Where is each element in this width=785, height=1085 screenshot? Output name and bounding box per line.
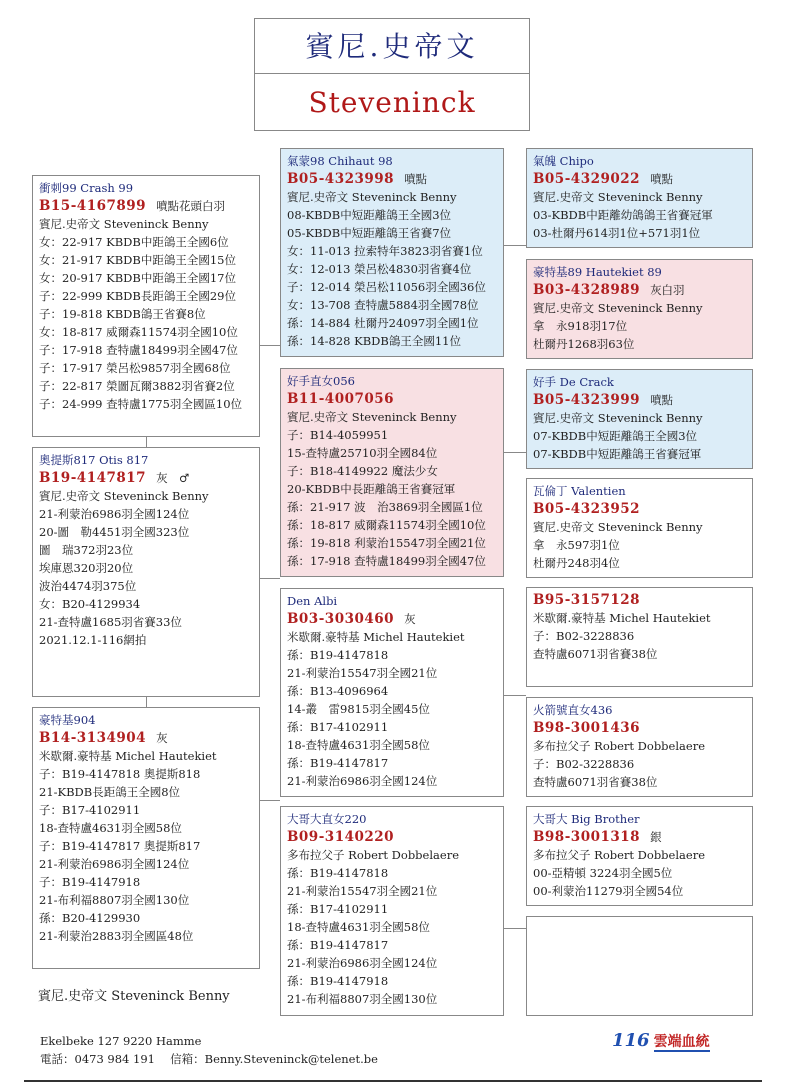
- connector: [146, 437, 147, 447]
- connector: [504, 245, 526, 246]
- pedigree-line: 多布拉父子 Robert Dobbelaere: [533, 848, 705, 862]
- pigeon-name: 豪特基89 Hautekiet 89: [533, 265, 662, 279]
- pedigree-line: 米歇爾.豪特基 Michel Hautekiet: [39, 749, 217, 763]
- title-chinese: 賓尼.史帝文: [254, 18, 530, 74]
- pedigree-line: 女：21-917 KBDB中距鴿王全國15位: [39, 253, 236, 267]
- pedigree-line: 20-圖 勒4451羽全國323位: [39, 525, 190, 539]
- contact-block: [40, 1032, 378, 1068]
- ring-number-row: [287, 170, 497, 188]
- pedigree-line: 子：17-918 查特盧18499羽全國47位: [39, 343, 238, 357]
- pedigree-line: 20-KBDB中長距離鴿王省賽冠軍: [287, 482, 456, 496]
- pedigree-line: 21-利蒙治6986羽全國124位: [287, 956, 438, 970]
- contact-info: 電話：0473 984 191 信箱：Benny.Steveninck@telenet.be: [40, 1052, 378, 1066]
- pedigree-line: 子：B02-3228836: [533, 629, 635, 643]
- pigeon-name: Den Albi: [287, 594, 338, 608]
- pedigree-line: 多布拉父子 Robert Dobbelaere: [287, 848, 459, 862]
- pedigree-line: 孫：B19-4147918: [287, 974, 389, 988]
- pedigree-line: 賓尼.史帝文 Steveninck Benny: [287, 410, 457, 424]
- ring-number-row: [287, 828, 497, 846]
- ring-number-row: [533, 828, 746, 846]
- feather-color: 噴點: [650, 393, 674, 407]
- pedigree-line: 21-利蒙治2883羽全國區48位: [39, 929, 194, 943]
- pedigree-line: 子：22-999 KBDB長距鴿王全國29位: [39, 289, 236, 303]
- card-daughter056: [280, 368, 504, 577]
- feather-color: 噴點: [404, 172, 428, 186]
- pedigree-line: 21-布利福8807羽全國130位: [39, 893, 190, 907]
- ring-number-row: [533, 170, 746, 188]
- ring-number-row: [533, 500, 746, 518]
- ring-number-row: [39, 729, 253, 747]
- pedigree-line: 21-KBDB長距鴿王全國8位: [39, 785, 181, 799]
- pedigree-line: 00-利蒙治11279羽全國54位: [533, 884, 684, 898]
- connector: [260, 800, 280, 801]
- pedigree-line: 賓尼.史帝文 Steveninck Benny: [533, 190, 703, 204]
- pedigree-line: 女：20-917 KBDB中距鴿王全國17位: [39, 271, 236, 285]
- ring-number-row: [533, 591, 746, 609]
- feather-color: 灰: [404, 612, 416, 626]
- pedigree-line: 女：18-817 威爾森11574羽全國10位: [39, 325, 238, 339]
- card-arrow436: [526, 697, 753, 797]
- ring-number-row: [533, 281, 746, 299]
- ring-number-row: [39, 469, 253, 487]
- pedigree-line: 00-亞精頓 3224羽全國5位: [533, 866, 673, 880]
- pedigree-line: 女：B20-4129934: [39, 597, 141, 611]
- pedigree-line: 21-查特盧1685羽省賽33位: [39, 615, 182, 629]
- connector: [146, 697, 147, 707]
- logo-number: 116: [612, 1030, 650, 1051]
- pedigree-line: 08-KBDB中短距離鴿王全國3位: [287, 208, 452, 222]
- pedigree-line: 03-KBDB中距離幼鴿鴿王省賽冠軍: [533, 208, 713, 222]
- pedigree-line: 波治4474羽375位: [39, 579, 137, 593]
- pedigree-line: 孫：B19-4147818: [287, 866, 389, 880]
- pigeon-name: 氣蒙98 Chihaut 98: [287, 154, 393, 168]
- card-big-brother: [526, 806, 753, 906]
- pedigree-line: 女：12-013 榮呂松4830羽省賽4位: [287, 262, 472, 276]
- pigeon-name: 火箭號直女436: [533, 703, 613, 717]
- ring-number: B15-4167899: [39, 198, 147, 214]
- feather-color: 灰 ♂: [156, 471, 190, 485]
- connector: [504, 928, 526, 929]
- pedigree-line: 賓尼.史帝文 Steveninck Benny: [533, 411, 703, 425]
- pedigree-line: 14-叢 雷9815羽全國45位: [287, 702, 430, 716]
- connector: [504, 452, 526, 453]
- card-bigdaughter220: [280, 806, 504, 1016]
- pigeon-name: 奧提斯817 Otis 817: [39, 453, 149, 467]
- ring-number: B11-4007056: [287, 391, 395, 407]
- pedigree-line: 子：12-014 榮呂松11056羽全國36位: [287, 280, 486, 294]
- pedigree-line: 拿 永597羽1位: [533, 538, 620, 552]
- feather-color: 灰白羽: [650, 283, 685, 297]
- ring-number-row: [39, 197, 253, 215]
- pedigree-line: 查特盧6071羽省賽38位: [533, 775, 658, 789]
- pedigree-line: 孫：14-884 杜爾丹24097羽全國1位: [287, 316, 479, 330]
- pedigree-line: 賓尼.史帝文 Steveninck Benny: [533, 520, 703, 534]
- pedigree-line: 孫：17-918 查特盧18499羽全國47位: [287, 554, 486, 568]
- pedigree-line: 21-利蒙治15547羽全國21位: [287, 884, 438, 898]
- pigeon-name: 大哥大 Big Brother: [533, 812, 640, 826]
- pigeon-name: 好手 De Crack: [533, 375, 614, 389]
- connector: [260, 578, 280, 579]
- ring-number: B19-4147817: [39, 470, 147, 486]
- pedigree-line: 03-杜爾丹614羽1位+571羽1位: [533, 226, 701, 240]
- pedigree-line: 18-查特盧4631羽全國58位: [39, 821, 182, 835]
- pigeon-name: 豪特基904: [39, 713, 96, 727]
- pedigree-line: 女：22-917 KBDB中距鴿王全國6位: [39, 235, 229, 249]
- pedigree-line: 子：B19-4147818 奧提斯818: [39, 767, 201, 781]
- pedigree-line: 21-利蒙治6986羽全國124位: [39, 507, 190, 521]
- pedigree-line: 孫：19-818 利蒙治15547羽全國21位: [287, 536, 486, 550]
- card-hautekiet904: [32, 707, 260, 969]
- card-de-crack: [526, 369, 753, 469]
- connector: [504, 695, 526, 696]
- pedigree-line: 孫：21-917 波 治3869羽全國區1位: [287, 500, 483, 514]
- pedigree-line: 女：11-013 拉索特年3823羽省賽1位: [287, 244, 483, 258]
- pedigree-line: 孫：B17-4102911: [287, 902, 389, 916]
- pedigree-line: 18-查特盧4631羽全國58位: [287, 738, 430, 752]
- ring-number: B14-3134904: [39, 730, 147, 746]
- pedigree-line: 07-KBDB中短距離鴿王省賽冠軍: [533, 447, 702, 461]
- pedigree-line: 子：B19-4147918: [39, 875, 141, 889]
- pedigree-line: 21-布利福8807羽全國130位: [287, 992, 438, 1006]
- card-den-albi: [280, 588, 504, 797]
- pedigree-line: 孫：14-828 KBDB鴿王全國11位: [287, 334, 461, 348]
- card-otis817: [32, 447, 260, 697]
- pedigree-line: 子：B14-4059951: [287, 428, 389, 442]
- pedigree-line: 孫：B20-4129930: [39, 911, 141, 925]
- pedigree-line: 07-KBDB中短距離鴿王全國3位: [533, 429, 698, 443]
- ring-number-row: [287, 390, 497, 408]
- pedigree-line: 賓尼.史帝文 Steveninck Benny: [39, 489, 209, 503]
- pedigree-line: 子：19-818 KBDB鴿王省賽8位: [39, 307, 206, 321]
- pedigree-line: 賓尼.史帝文 Steveninck Benny: [533, 301, 703, 315]
- pedigree-line: 子：B18-4149922 魔法少女: [287, 464, 438, 478]
- pedigree-line: 子：B19-4147817 奧提斯817: [39, 839, 201, 853]
- pedigree-line: 孫：B19-4147817: [287, 756, 389, 770]
- pedigree-line: 米歇爾.豪特基 Michel Hautekiet: [287, 630, 465, 644]
- ring-number-row: [533, 391, 746, 409]
- pedigree-line: 多布拉父子 Robert Dobbelaere: [533, 739, 705, 753]
- pedigree-line: 孫：18-817 威爾森11574羽全國10位: [287, 518, 486, 532]
- ring-number: B98-3001318: [533, 829, 641, 845]
- card-chipo: [526, 148, 753, 248]
- pedigree-line: 圖 瑞372羽23位: [39, 543, 134, 557]
- pigeon-name: 衝刺99 Crash 99: [39, 181, 134, 195]
- feather-color: 灰: [156, 731, 168, 745]
- ring-number: B98-3001436: [533, 720, 641, 736]
- pigeon-name: 氣魄 Chipo: [533, 154, 594, 168]
- ring-number: B05-4323952: [533, 501, 641, 517]
- card-empty: [526, 916, 753, 1016]
- pedigree-line: 米歇爾.豪特基 Michel Hautekiet: [533, 611, 711, 625]
- pedigree-line: 埃庫恩320羽20位: [39, 561, 134, 575]
- pedigree-line: 賓尼.史帝文 Steveninck Benny: [287, 190, 457, 204]
- pedigree-line: 05-KBDB中短距離鴿王省賽7位: [287, 226, 452, 240]
- pedigree-line: 孫：B19-4147817: [287, 938, 389, 952]
- ring-number: B03-3030460: [287, 611, 395, 627]
- pedigree-line: 21-利蒙治15547羽全國21位: [287, 666, 438, 680]
- owner-name: 賓尼.史帝文 Steveninck Benny: [38, 989, 230, 1004]
- pedigree-line: 拿 永918羽17位: [533, 319, 628, 333]
- pedigree-line: 15-查特盧25710羽全國84位: [287, 446, 438, 460]
- pedigree-line: 查特盧6071羽省賽38位: [533, 647, 658, 661]
- title-english: Steveninck: [254, 74, 530, 131]
- pedigree-line: 孫：B13-4096964: [287, 684, 389, 698]
- footer-divider: [24, 1080, 762, 1082]
- ring-number-row: [533, 719, 746, 737]
- pedigree-line: 孫：B17-4102911: [287, 720, 389, 734]
- ring-number: B05-4323999: [533, 392, 641, 408]
- pigeon-name: 好手直女056: [287, 374, 355, 388]
- pedigree-line: 賓尼.史帝文 Steveninck Benny: [39, 217, 209, 231]
- pedigree-line: 子：22-817 榮圖瓦爾3882羽省賽2位: [39, 379, 235, 393]
- pedigree-line: 杜爾丹1268羽63位: [533, 337, 635, 351]
- feather-color: 銀: [650, 830, 662, 844]
- pedigree-line: 2021.12.1-116網拍: [39, 633, 147, 647]
- pedigree-line: 18-查特盧4631羽全國58位: [287, 920, 430, 934]
- ring-number: B09-3140220: [287, 829, 395, 845]
- pedigree-line: 21-利蒙治6986羽全國124位: [39, 857, 190, 871]
- card-crash99: [32, 175, 260, 437]
- pedigree-line: 杜爾丹248羽4位: [533, 556, 620, 570]
- address: Ekelbeke 127 9220 Hamme: [40, 1034, 202, 1048]
- ring-number: B95-3157128: [533, 592, 641, 608]
- pigeon-name: 大哥大直女220: [287, 812, 367, 826]
- pedigree-line: 子：17-917 榮呂松9857羽全國68位: [39, 361, 231, 375]
- connector: [260, 345, 280, 346]
- card-valentien: [526, 478, 753, 578]
- card-chihaut98: [280, 148, 504, 357]
- pedigree-line: 子：B02-3228836: [533, 757, 635, 771]
- card-b95-3157128: [526, 587, 753, 687]
- ring-number-row: [287, 610, 497, 628]
- pedigree-line: 孫：B19-4147818: [287, 648, 389, 662]
- card-hautekiet89: [526, 259, 753, 359]
- logo: [612, 1030, 710, 1051]
- ring-number: B03-4328989: [533, 282, 641, 298]
- logo-text: 雲端血統: [653, 1034, 710, 1050]
- pigeon-name: 瓦倫丁 Valentien: [533, 484, 626, 498]
- feather-color: 噴點: [650, 172, 674, 186]
- ring-number: B05-4329022: [533, 171, 641, 187]
- pedigree-line: 女：13-708 查特盧5884羽全國78位: [287, 298, 479, 312]
- pedigree-line: 子：B17-4102911: [39, 803, 141, 817]
- feather-color: 噴點花頭白羽: [156, 199, 226, 213]
- pedigree-line: 子：24-999 查特盧1775羽全國區10位: [39, 397, 243, 411]
- ring-number: B05-4323998: [287, 171, 395, 187]
- pedigree-line: 21-利蒙治6986羽全國124位: [287, 774, 438, 788]
